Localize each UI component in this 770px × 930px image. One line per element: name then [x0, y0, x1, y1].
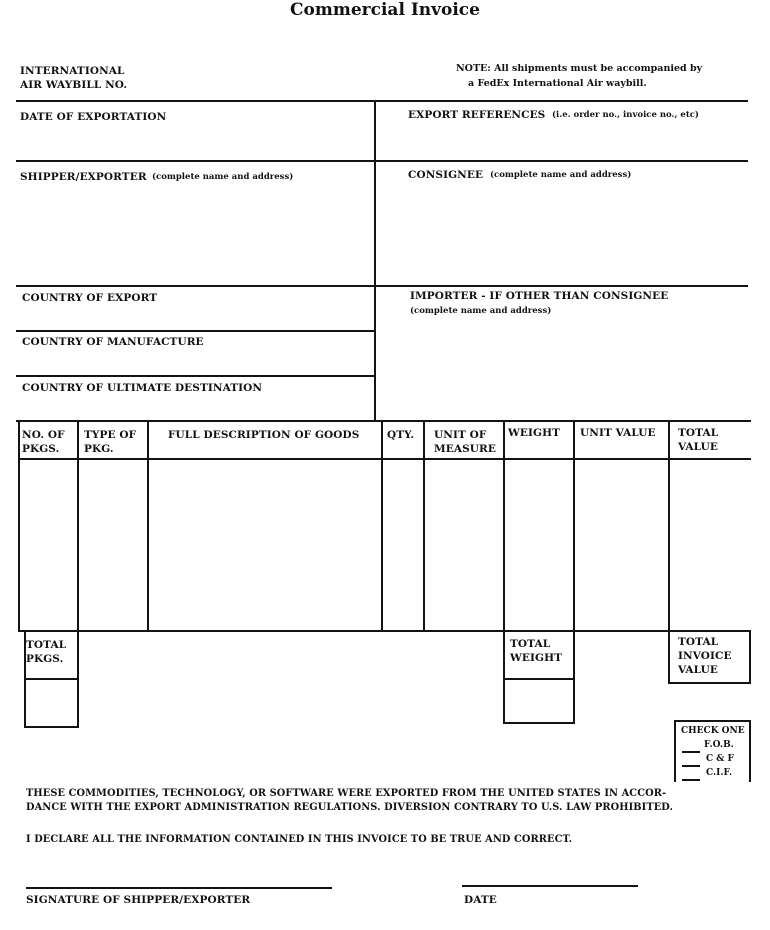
note-line1: NOTE: All shipments must be accompanied by	[456, 63, 703, 74]
col-divider-7	[668, 420, 670, 632]
total-invoice-left	[668, 630, 670, 684]
total-invoice-bottom	[668, 682, 751, 684]
rule-row1-bottom	[16, 160, 748, 162]
check-one-left	[674, 720, 676, 782]
rule-upper-section-bottom	[16, 420, 751, 422]
col-divider-5	[503, 420, 505, 632]
shipper-hint: (complete name and address)	[152, 172, 294, 182]
col-unit-2: MEASURE	[434, 443, 496, 455]
check-one-top	[674, 720, 751, 722]
col-divider-3	[381, 420, 383, 632]
total-invoice-label-2: INVOICE	[678, 650, 732, 662]
export-references-hint: (i.e. order no., invoice no., etc)	[552, 110, 699, 120]
col-type-2: PKG.	[84, 443, 114, 455]
total-invoice-label-3: VALUE	[678, 664, 718, 676]
col-weight: WEIGHT	[508, 427, 561, 439]
total-weight-left	[503, 630, 505, 724]
country-of-manufacture-label: COUNTRY OF MANUFACTURE	[22, 336, 204, 348]
export-references-label: EXPORT REFERENCES	[408, 109, 546, 121]
total-pkgs-label-1: TOTAL	[26, 639, 67, 651]
col-qty: QTY.	[387, 429, 415, 441]
col-no-pkgs-1: NO. OF	[22, 429, 65, 441]
rule-header-bottom	[16, 100, 748, 102]
col-unit-1: UNIT OF	[434, 429, 487, 441]
upper-center-divider	[374, 100, 376, 420]
page-title: Commercial Invoice	[290, 0, 480, 20]
date-label: DATE	[464, 894, 497, 906]
check-cif-blank[interactable]	[682, 779, 700, 781]
total-weight-right	[573, 630, 575, 724]
total-weight-label-2: WEIGHT	[510, 652, 563, 664]
col-divider-4	[423, 420, 425, 632]
total-weight-label-1: TOTAL	[510, 638, 551, 650]
check-one-right	[749, 720, 751, 782]
check-cf-label: C & F	[706, 754, 734, 764]
total-pkgs-bottom	[24, 726, 79, 728]
statement-line2: DANCE WITH THE EXPORT ADMINISTRATION REGULATIONS. DIVERSION CONTRARY TO U.S. LAW PROHIBITED.	[26, 802, 674, 813]
check-fob-blank[interactable]	[682, 751, 700, 753]
check-one-label: CHECK ONE	[681, 726, 745, 736]
rule-left-manufacture-bottom	[16, 375, 376, 377]
signature-label: SIGNATURE OF SHIPPER/EXPORTER	[26, 894, 251, 906]
check-cf-blank[interactable]	[682, 765, 700, 767]
awb-label-line1: INTERNATIONAL	[20, 65, 125, 77]
note-line2: a FedEx International Air waybill.	[468, 78, 647, 89]
table-header-bottom	[18, 458, 751, 460]
date-of-exportation-label: DATE OF EXPORTATION	[20, 111, 167, 123]
declaration: I DECLARE ALL THE INFORMATION CONTAINED IN THIS INVOICE TO BE TRUE AND CORRECT.	[26, 834, 573, 845]
signature-line[interactable]	[26, 887, 332, 889]
col-no-pkgs-2: PKGS.	[22, 443, 60, 455]
rule-row2-bottom	[16, 285, 748, 287]
total-weight-mid	[503, 678, 575, 680]
col-total-value-2: VALUE	[678, 441, 718, 453]
rule-left-export-bottom	[16, 330, 376, 332]
importer-label: IMPORTER - IF OTHER THAN CONSIGNEE	[410, 290, 669, 302]
statement-line1: THESE COMMODITIES, TECHNOLOGY, OR SOFTWARE WERE EXPORTED FROM THE UNITED STATES IN ACCOR-	[26, 788, 667, 799]
table-left-edge	[18, 420, 20, 632]
col-type-1: TYPE OF	[84, 429, 137, 441]
col-divider-2	[147, 420, 149, 632]
consignee-label: CONSIGNEE	[408, 169, 484, 181]
country-of-export-label: COUNTRY OF EXPORT	[22, 292, 158, 304]
total-pkgs-mid	[24, 678, 79, 680]
col-total-value-1: TOTAL	[678, 427, 719, 439]
check-fob-label: F.O.B.	[704, 740, 734, 750]
date-line[interactable]	[462, 885, 638, 887]
check-cif-label: C.I.F.	[706, 768, 733, 778]
col-unit-value: UNIT VALUE	[580, 427, 656, 439]
total-weight-bottom	[503, 722, 575, 724]
total-pkgs-label-2: PKGS.	[26, 653, 64, 665]
awb-label-line2: AIR WAYBILL NO.	[20, 79, 128, 91]
total-invoice-right	[749, 630, 751, 684]
col-divider-6	[573, 420, 575, 632]
country-of-destination-label: COUNTRY OF ULTIMATE DESTINATION	[22, 382, 263, 394]
col-divider-1	[77, 420, 79, 632]
total-invoice-label-1: TOTAL	[678, 636, 719, 648]
col-description: FULL DESCRIPTION OF GOODS	[168, 429, 360, 441]
table-bottom	[18, 630, 751, 632]
importer-hint: (complete name and address)	[410, 306, 552, 316]
consignee-hint: (complete name and address)	[490, 170, 632, 180]
shipper-label: SHIPPER/EXPORTER	[20, 171, 147, 183]
